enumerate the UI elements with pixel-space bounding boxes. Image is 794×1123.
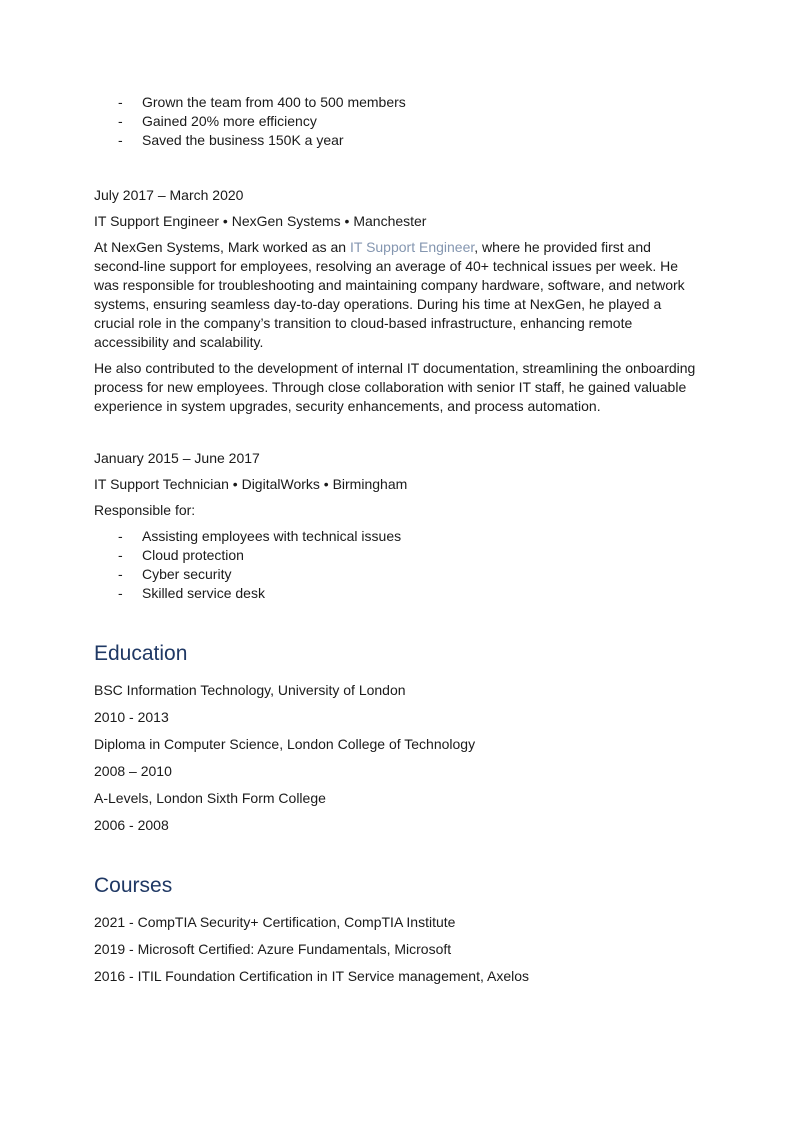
responsible-label: Responsible for:	[94, 502, 196, 518]
duty-text: Skilled service desk	[142, 585, 265, 601]
education-degree: A-Levels, London Sixth Form College	[94, 790, 326, 806]
education-dates: 2008 – 2010	[94, 763, 172, 779]
list-item	[94, 131, 700, 150]
course-item: 2019 - Microsoft Certified: Azure Fundamentals, Microsoft	[94, 941, 452, 957]
list-item	[94, 93, 700, 112]
bullet-dash: -	[118, 585, 123, 601]
section-heading-courses: Courses	[94, 874, 173, 897]
list-item	[94, 584, 700, 603]
list-item	[94, 527, 700, 546]
achievement-text: Saved the business 150K a year	[142, 132, 344, 148]
section-heading-education: Education	[94, 642, 188, 665]
list-item	[94, 565, 700, 584]
bullet-dash: -	[118, 113, 123, 129]
list-item	[94, 112, 700, 131]
achievements-list	[94, 93, 700, 150]
job-title-line: IT Support Engineer • NexGen Systems • Manchester	[94, 213, 427, 229]
education-degree: Diploma in Computer Science, London College of Technology	[94, 736, 476, 752]
duty-text: Cyber security	[142, 566, 232, 582]
job-paragraph: He also contributed to the development of internal IT documentation, streamlining the onboarding process for new employees. Through close collaboration with senior IT staff, he gained valuable experience in system upgrades, security enhancements, and process automation.	[94, 360, 696, 414]
bullet-dash: -	[118, 566, 123, 582]
job-dates: January 2015 – June 2017	[94, 450, 260, 466]
duty-text: Cloud protection	[142, 547, 244, 563]
bullet-dash: -	[118, 94, 123, 110]
bullet-dash: -	[118, 528, 123, 544]
job-paragraph	[94, 238, 700, 352]
course-item: 2016 - ITIL Foundation Certification in IT Service management, Axelos	[94, 968, 530, 984]
job-title-line: IT Support Technician • DigitalWorks • Birmingham	[94, 476, 408, 492]
achievement-text: Grown the team from 400 to 500 members	[142, 94, 406, 110]
paragraph-text: At NexGen Systems, Mark worked as an	[94, 239, 350, 255]
education-degree: BSC Information Technology, University of London	[94, 682, 406, 698]
education-section	[94, 681, 700, 835]
job-entry-digitalworks	[94, 449, 700, 603]
paragraph-text: , where he provided first and second-line support for employees, resolving an average of 40+ technical issues per week. He was responsible for troubleshooting and maintaining company hardware, software, and network systems, ensuring seamless day-to-day operations. During his time at NexGen, he played a crucial role in the company’s transition to cloud-based infrastructure, enhancing remote accessibility and scalability.	[94, 239, 685, 350]
list-item	[94, 546, 700, 565]
course-item: 2021 - CompTIA Security+ Certification, CompTIA Institute	[94, 914, 456, 930]
education-dates: 2010 - 2013	[94, 709, 169, 725]
courses-section	[94, 913, 700, 986]
role-highlight-text: IT Support Engineer	[349, 239, 475, 255]
achievement-text: Gained 20% more efficiency	[142, 113, 317, 129]
bullet-dash: -	[118, 132, 123, 148]
bullet-dash: -	[118, 547, 123, 563]
education-dates: 2006 - 2008	[94, 817, 169, 833]
duties-list	[94, 527, 700, 603]
duty-text: Assisting employees with technical issues	[142, 528, 402, 544]
job-entry-nexgen	[94, 186, 700, 416]
job-dates: July 2017 – March 2020	[94, 187, 244, 203]
